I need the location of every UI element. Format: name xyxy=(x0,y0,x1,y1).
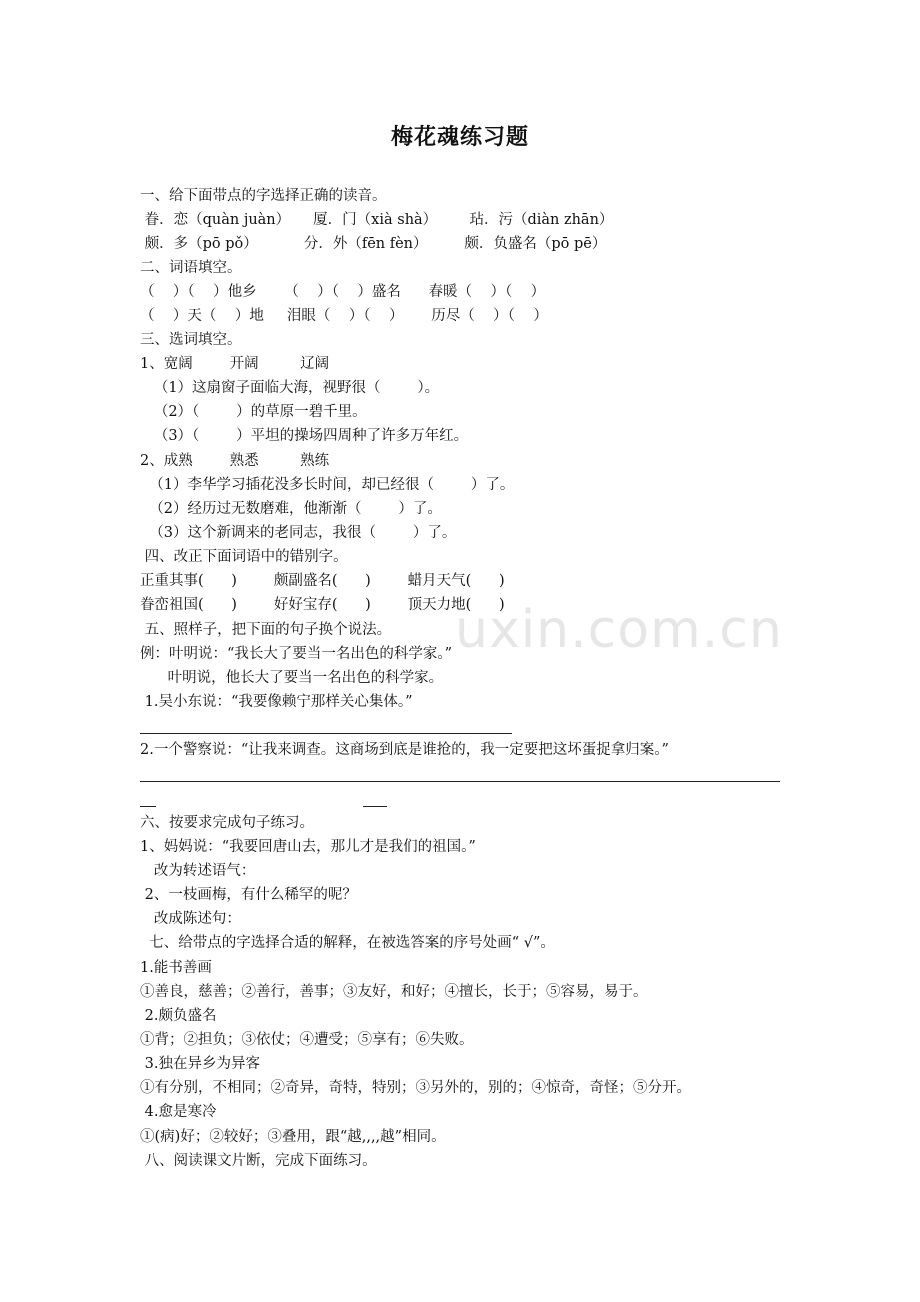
question-1-2: （2）（ ）的草原一碧千里。 xyxy=(140,404,367,420)
question-2-2: （2）经历过无数磨难，他渐渐（ ）了。 xyxy=(140,501,442,517)
item-7-1-options: ①善良，慈善；②善行，善事；③友好，和好；④擅长，长于；⑤容易，易于。 xyxy=(140,984,648,1000)
item-7-2: 2.颇负盛名 xyxy=(140,1008,217,1024)
item-7-4-options: ①(病)好；②较好；③叠用，跟“越,,,,越”相同。 xyxy=(140,1129,446,1145)
exercise-6-2-instruction: 改成陈述句： xyxy=(140,911,241,927)
exercise-6-2: 2、一枝画梅，有什么稀罕的呢？ xyxy=(140,887,357,903)
exercise-6-1: 1、妈妈说：“我要回唐山去，那儿才是我们的祖国。” xyxy=(140,839,476,855)
word-group-2: 2、成熟 熟悉 熟练 xyxy=(140,453,330,469)
item-7-2-options: ①背；②担负；③依仗；④遭受；⑤享有；⑥失败。 xyxy=(140,1032,474,1048)
fill-row-2: （ ）天（ ）地 泪眼（ ）（ ） 历尽（ ）（ ） xyxy=(140,308,548,324)
pinyin-row-2: 颇．多（pō pǒ） 分．外（fēn fèn） 颇．负盛名（pō pē） xyxy=(140,236,607,252)
item-7-4: 4.愈是寒冷 xyxy=(140,1104,217,1120)
fill-row-1: （ ）（ ）他乡 （ ）（ ）盛名 春暖（ ）（ ） xyxy=(140,284,546,300)
answer-line-5-2b xyxy=(140,806,156,807)
exercise-5-2: 2.一个警察说：“让我来调查。这商场到底是谁抢的，我一定要把这坏蛋捉拿归案。” xyxy=(140,742,669,758)
example-rewrite: 叶明说，他长大了要当一名出色的科学家。 xyxy=(140,670,444,686)
answer-line-5-2c xyxy=(363,806,387,807)
word-group-1: 1、宽阔 开阔 辽阔 xyxy=(140,356,330,372)
answer-line-5-2a xyxy=(140,781,780,782)
typo-row-1: 正重其事( ) 颇副盛名( ) 蜡月天气( ) xyxy=(140,573,505,589)
example-quote: 例：叶明说：“我长大了要当一名出色的科学家。” xyxy=(140,646,453,662)
item-7-3: 3.独在异乡为异客 xyxy=(140,1056,260,1072)
item-7-1: 1.能书善画 xyxy=(140,960,212,976)
section-1-heading: 一、给下面带点的字选择正确的读音。 xyxy=(140,188,387,204)
section-2-heading: 二、词语填空。 xyxy=(140,260,242,276)
section-8-heading: 八、阅读课文片断，完成下面练习。 xyxy=(140,1153,377,1169)
exercise-5-1: 1.吴小东说：“我要像赖宁那样关心集体。” xyxy=(140,694,413,710)
question-1-1: （1）这扇窗子面临大海，视野很（ ）。 xyxy=(140,380,440,396)
page-title: 梅花魂练习题 xyxy=(390,124,529,150)
section-3-heading: 三、选词填空。 xyxy=(140,332,242,348)
section-5-heading: 五、照样子，把下面的句子换个说法。 xyxy=(140,622,392,638)
section-7-heading: 七、给带点的字选择合适的解释，在被选答案的序号处画“ √”。 xyxy=(140,935,555,951)
question-2-1: （1）李华学习插花没多长时间，却已经很（ ）了。 xyxy=(140,477,515,493)
section-4-heading: 四、改正下面词语中的错别字。 xyxy=(140,549,348,565)
item-7-3-options: ①有分别，不相同；②奇异，奇特，特别；③另外的，别的；④惊奇，奇怪；⑤分开。 xyxy=(140,1080,691,1096)
exercise-6-1-instruction: 改为转述语气： xyxy=(140,863,256,879)
section-6-heading: 六、按要求完成句子练习。 xyxy=(140,815,314,831)
pinyin-row-1: 眷．恋（quàn juàn） 厦．门（xià shà） 玷．污（diàn zhān） xyxy=(140,212,614,228)
question-1-3: （3）（ ）平坦的操场四周种了许多万年红。 xyxy=(140,428,469,444)
question-2-3: （3）这个新调来的老同志，我很（ ）了。 xyxy=(140,525,457,541)
typo-row-2: 眷峦祖国( ) 好好宝存( ) 顶天力地( ) xyxy=(140,597,505,613)
watermark: uxin.com.cn xyxy=(455,600,783,660)
answer-line-5-1 xyxy=(140,733,512,734)
